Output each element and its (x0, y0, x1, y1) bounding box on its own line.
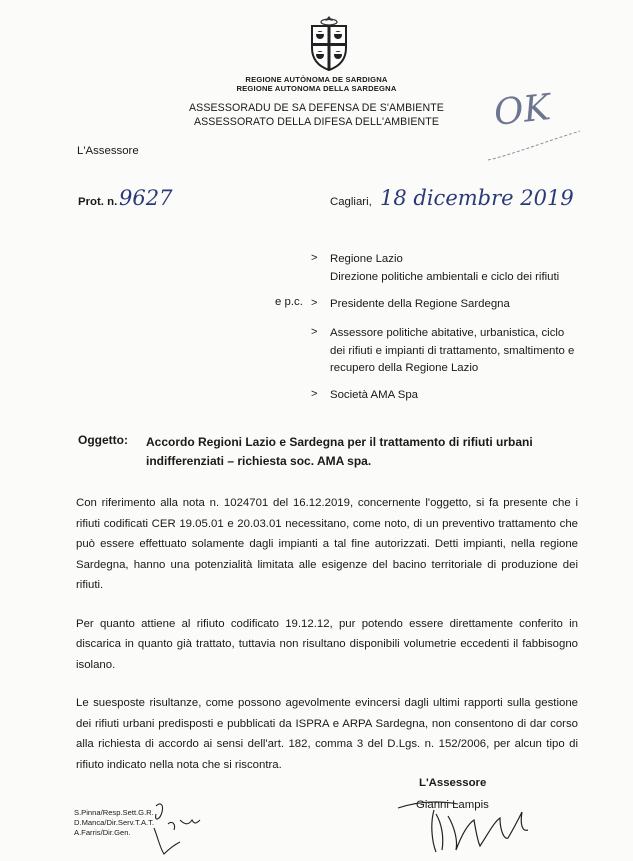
recipient-presidente (330, 296, 598, 314)
department-name-sardinian: ASSESSORADU DE SA DEFENSA DE S'AMBIENTE (189, 102, 444, 114)
department-name-italian: ASSESSORATO DELLA DIFESA DELL'AMBIENTE (193, 116, 440, 128)
recipient-regione-lazio (330, 251, 598, 286)
coat-of-arms-emblem (304, 14, 354, 72)
protocol-label: Prot. n. (78, 196, 118, 208)
epc-label: e p.c. (275, 296, 303, 308)
subject-label: Oggetto: (78, 433, 128, 447)
recipient-line: Presidente della Regione Sardegna (330, 298, 510, 310)
handwritten-stroke (484, 128, 584, 164)
recipient-arrow: > (311, 326, 318, 338)
place-label: Cagliari, (330, 196, 372, 208)
recipient-line: Regione Lazio (330, 253, 403, 265)
protocol-number: 9627 (119, 186, 173, 210)
recipient-arrow: > (311, 252, 318, 264)
reference-line: A.Farris/Dir.Gen. (74, 828, 131, 837)
sender-label: L'Assessore (77, 145, 139, 157)
recipient-arrow: > (311, 297, 318, 309)
subject-text: Accordo Regioni Lazio e Sardegna per il trattamento di rifiuti urbani indifferenziati – richiesta soc. AMA spa. (146, 435, 533, 468)
handwritten-initials (150, 798, 202, 858)
recipient-arrow: > (311, 388, 318, 400)
recipient-assessore-lazio (330, 325, 598, 378)
handwritten-signature (396, 794, 536, 856)
recipient-line: dei rifiuti e impianti di trattamento, smaltimento e (330, 344, 575, 357)
body-paragraph: Per quanto attiene al rifiuto codificato 19.12.12, pur potendo essere direttamente conferito in discarica in quanto già trattato, tuttavia non risultano disponibili volumetrie eccedenti il fabbisogno isolano. (76, 617, 578, 671)
recipient-line: Società AMA Spa (330, 389, 419, 401)
region-name-italian: REGIONE AUTONOMA DELLA SARDEGNA (236, 84, 397, 93)
reference-line: S.Pinna/Resp.Sett.G.R. (74, 808, 154, 817)
body-paragraph: Le suesposte risultanze, come possono agevolmente evincersi dagli ultimi rapporti sulla gestione dei rifiuti urbani predisposti e pubblicati da ISPRA e ARPA Sardegna, non consentono di dar corso alla richiesta di accordo ai sensi dell'art. 182, comma 3 del D.Lgs. n. 152/2006, per alcun tipo di rifiuto indicato nella nota che si riscontra. (76, 697, 578, 771)
reference-line: D.Manca/Dir.Serv.T.A.T. (74, 818, 155, 827)
recipient-ama-spa (330, 387, 598, 405)
recipient-line: Assessore politiche abitative, urbanistica, ciclo (330, 327, 565, 339)
recipient-line: recupero della Regione Lazio (330, 362, 479, 374)
letter-body (76, 493, 578, 775)
handwritten-ok-mark: OK (492, 87, 553, 134)
body-paragraph: Con riferimento alla nota n. 1024701 del 16.12.2019, concernente l'oggetto, si fa presente che i rifiuti codificati CER 19.05.01 e 20.03.01 necessitano, come noto, di un preventivo trattamento che può essere effettuato solamente dagli impianti a tal fine autorizzati. Detti impianti, nella regione Sardegna, hanno una potenzialità limitata alle esigenze del bacino territoriale di produzione dei rifiuti. (76, 497, 578, 591)
signatory-name: Gianni Lampis (416, 799, 489, 811)
region-name-sardinian: REGIONE AUTÒNOMA DE SARDIGNA (245, 75, 388, 84)
internal-references (74, 808, 154, 838)
handwritten-date: 18 dicembre 2019 (380, 186, 574, 210)
recipient-line: Direzione politiche ambientali e ciclo dei rifiuti (330, 270, 560, 283)
signature-title: L'Assessore (419, 777, 487, 789)
